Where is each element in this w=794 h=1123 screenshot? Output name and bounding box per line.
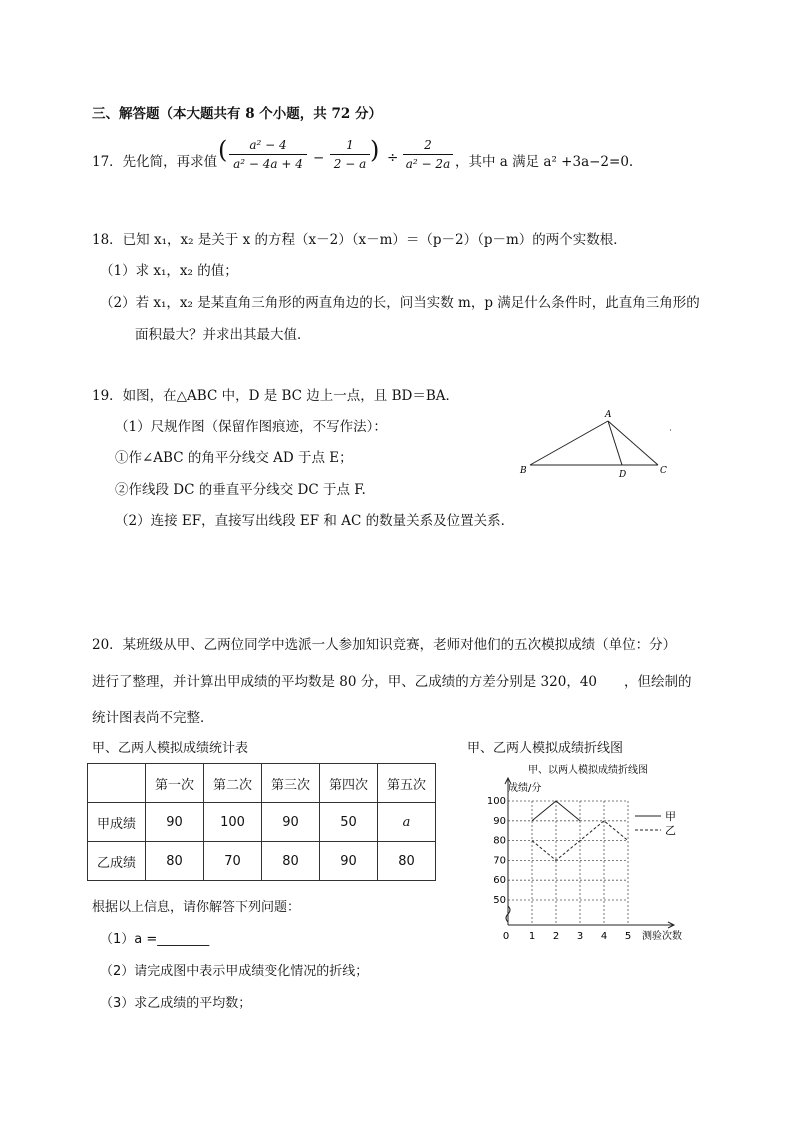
q18-stem: 18．已知 x₁，x₂ 是关于 x 的方程（x－2）（x－m）＝（p－2）（p－m）的两个实数根． <box>92 232 627 248</box>
x-tick-label: 5 <box>624 931 632 942</box>
q20-q1: （1）a =________ <box>100 932 210 947</box>
table-row <box>88 803 436 842</box>
q20-line1: 20．某班级从甲、乙两位同学中选派一人参加知识竞赛，老师对他们的五次模拟成绩（单位：分） <box>92 637 677 653</box>
q19-part1: （1）尺规作图（保留作图痕迹，不写作法）： <box>115 419 387 435</box>
label-D: D <box>619 470 627 480</box>
chart-title: 甲、以两人模拟成绩折线图 <box>528 765 648 776</box>
q17-fraction-1 <box>229 138 307 171</box>
q18-part2-line2: 面积最大？并求出其最大值． <box>135 327 311 343</box>
q17-f1-denominator: a² − 4a + 4 <box>233 157 303 171</box>
table-header-cell <box>88 764 146 803</box>
label-B: B <box>520 466 527 476</box>
chart-xlabel: 测验次数 <box>642 931 682 942</box>
y-tick-label: 60 <box>493 875 506 887</box>
table-cell: 80 <box>262 842 320 881</box>
x-tick-label: 2 <box>552 931 560 942</box>
x-tick-label: 1 <box>528 931 536 942</box>
q20-q3: （3）求乙成绩的平均数； <box>100 996 252 1011</box>
table-header-cell: 第三次 <box>262 764 320 803</box>
table-cell: 90 <box>262 803 320 842</box>
q17-f2-numerator: 1 <box>346 138 354 152</box>
table-cell: a <box>378 803 436 842</box>
q18-part2-line1: （2）若 x₁，x₂ 是某直角三角形的两直角边的长，问当实数 m，p 满足什么条件时，此直角三角形的 <box>100 295 700 311</box>
q17-prefix: 17．先化简，再求值 <box>92 154 218 170</box>
x-tick-label: 0 <box>502 931 510 942</box>
q19-part2: （2）连接 EF，直接写出线段 EF 和 AC 的数量关系及位置关系． <box>115 513 515 529</box>
chart-caption: 甲、乙两人模拟成绩折线图 <box>467 741 624 756</box>
section-title: 三、解答题（本大题共有 8 个小题，共 72 分） <box>92 106 382 122</box>
line-chart <box>475 760 705 945</box>
table-cell: 80 <box>378 842 436 881</box>
table-header-cell: 第四次 <box>320 764 378 803</box>
q19-stem: 19．如图，在△ABC 中，D 是 BC 边上一点，且 BD＝BA． <box>92 388 460 404</box>
y-tick-label: 70 <box>493 855 506 867</box>
legend-label: 乙 <box>665 824 676 837</box>
q20-line3: 统计图表尚不完整． <box>92 710 214 726</box>
q20-after: 根据以上信息，请你解答下列问题： <box>92 900 301 915</box>
q18-part1: （1）求 x₁，x₂ 的值； <box>100 263 238 279</box>
table-header-row <box>88 764 436 803</box>
table-caption: 甲、乙两人模拟成绩统计表 <box>92 741 249 756</box>
y-tick-label: 100 <box>486 796 506 807</box>
table-cell: 100 <box>204 803 262 842</box>
table-cell: 80 <box>146 842 204 881</box>
label-A: A <box>605 410 612 420</box>
q17-f2-denominator: 2 − a <box>333 157 367 171</box>
q17-suffix: ，其中 a 满足 a² +3a−2=0. <box>455 154 634 170</box>
q17-f3-numerator: 2 <box>424 138 432 152</box>
table-cell: 90 <box>320 842 378 881</box>
table-cell: 90 <box>146 803 204 842</box>
q17-right-paren: ) <box>370 136 380 164</box>
y-tick-label: 80 <box>493 835 506 847</box>
legend-label: 甲 <box>665 810 676 823</box>
y-tick-label: 50 <box>493 895 506 906</box>
x-tick-label: 4 <box>600 931 608 942</box>
segment-BA <box>530 421 608 465</box>
q17-f1-numerator: a² − 4 <box>249 138 287 152</box>
q17-minus: − <box>313 150 325 166</box>
q17-divide: ÷ <box>387 150 399 166</box>
q20-q2: （2）请完成图中表示甲成绩变化情况的折线； <box>100 964 369 979</box>
table-cell: 70 <box>204 842 262 881</box>
q17-f3-denominator: a² − 2a <box>405 157 451 171</box>
y-tick-label: 90 <box>493 815 506 827</box>
q17-left-paren: ( <box>218 136 228 164</box>
label-C: C <box>660 466 667 476</box>
table-cell: 乙成绩 <box>88 842 146 881</box>
table-row <box>88 842 436 881</box>
chart-ylabel: 成绩/分 <box>508 783 542 794</box>
q19-step2: ②作线段 DC 的垂直平分线交 DC 于点 F. <box>115 482 366 498</box>
q20-line2: 进行了整理，并计算出甲成绩的平均数是 80 分，甲、乙成绩的方差分别是 320，40 ，但绘制的 <box>92 674 692 690</box>
table-header-cell: 第五次 <box>378 764 436 803</box>
q19-step1: ①作∠ABC 的角平分线交 AD 于点 E； <box>115 450 353 466</box>
x-tick-label: 3 <box>576 931 584 942</box>
q19-triangle-figure <box>510 405 690 480</box>
score-table <box>87 763 436 881</box>
table-header-cell: 第二次 <box>204 764 262 803</box>
q17-fraction-3 <box>403 138 453 171</box>
table-cell: 50 <box>320 803 378 842</box>
table-cell: 甲成绩 <box>88 803 146 842</box>
q17-fraction-2 <box>330 138 370 171</box>
table-header-cell: 第一次 <box>146 764 204 803</box>
